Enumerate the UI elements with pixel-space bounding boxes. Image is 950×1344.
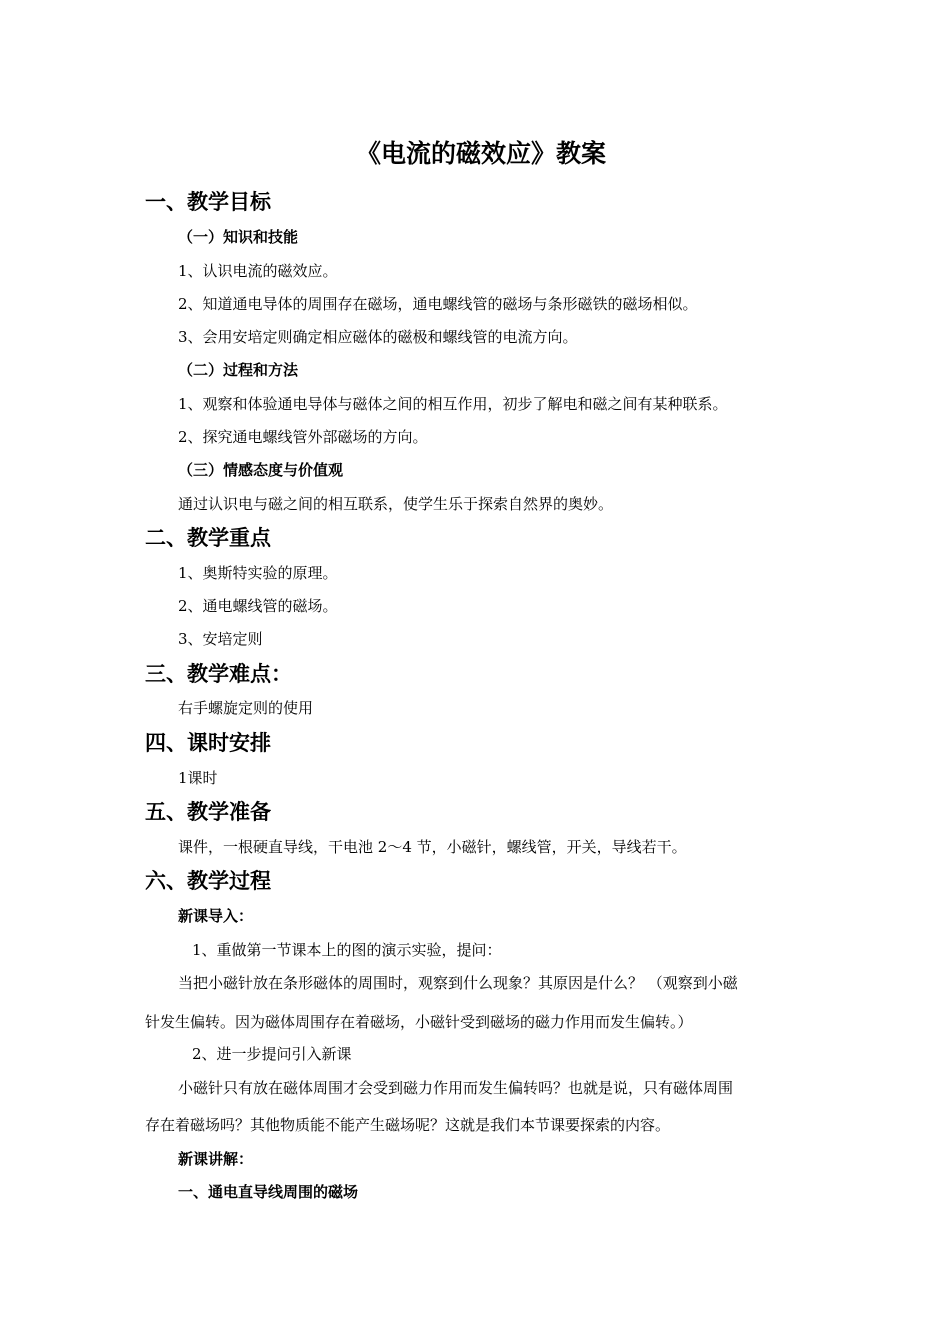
paragraph: 1、奥斯特实验的原理。 <box>178 564 338 582</box>
paragraph: 通过认识电与磁之间的相互联系，使学生乐于探索自然界的奥妙。 <box>178 495 614 513</box>
subheading-attitudes-values: （三）情感态度与价值观 <box>178 461 344 479</box>
section-heading-4: 四、课时安排 <box>145 731 271 755</box>
subheading-knowledge-skills: （一）知识和技能 <box>178 228 299 246</box>
paragraph: 1课时 <box>178 769 218 787</box>
paragraph: 1、重做第一节课本上的图的演示实验，提问： <box>192 941 502 959</box>
paragraph: 3、会用安培定则确定相应磁体的磁极和螺线管的电流方向。 <box>178 328 578 346</box>
paragraph: 课件，一根硬直导线，干电池 2～4 节，小磁针，螺线管，开关，导线若干。 <box>178 838 687 856</box>
section-heading-3: 三、教学难点： <box>145 662 292 686</box>
section-heading-2: 二、教学重点 <box>145 526 271 550</box>
paragraph: 右手螺旋定则的使用 <box>178 699 314 717</box>
paragraph: 2、探究通电螺线管外部磁场的方向。 <box>178 428 428 446</box>
paragraph: 存在着磁场吗？其他物质能不能产生磁场呢？这就是我们本节课要探索的内容。 <box>145 1116 671 1134</box>
section-heading-1: 一、教学目标 <box>145 190 271 214</box>
paragraph: 针发生偏转。因为磁体周围存在着磁场，小磁针受到磁场的磁力作用而发生偏转。） <box>145 1013 693 1031</box>
label-new-lesson-intro: 新课导入： <box>178 907 254 925</box>
subheading-part-1: 一、通电直导线周围的磁场 <box>178 1183 359 1201</box>
subheading-process-methods: （二）过程和方法 <box>178 361 299 379</box>
paragraph: 当把小磁针放在条形磁体的周围时，观察到什么现象？其原因是什么？ （观察到小磁 <box>178 974 738 992</box>
paragraph: 2、进一步提问引入新课 <box>192 1045 352 1063</box>
section-heading-5: 五、教学准备 <box>145 800 271 824</box>
paragraph: 3、安培定则 <box>178 630 263 648</box>
document-title: 《电流的磁效应》教案 <box>356 139 607 168</box>
paragraph: 2、通电螺线管的磁场。 <box>178 597 338 615</box>
paragraph: 1、认识电流的磁效应。 <box>178 262 338 280</box>
label-new-lesson-lecture: 新课讲解： <box>178 1150 254 1168</box>
paragraph: 2、知道通电导体的周围存在磁场，通电螺线管的磁场与条形磁铁的磁场相似。 <box>178 295 698 313</box>
paragraph: 小磁针只有放在磁体周围才会受到磁力作用而发生偏转吗？也就是说，只有磁体周围 <box>178 1079 734 1097</box>
section-heading-6: 六、教学过程 <box>145 869 271 893</box>
paragraph: 1、观察和体验通电导体与磁体之间的相互作用，初步了解电和磁之间有某种联系。 <box>178 395 728 413</box>
